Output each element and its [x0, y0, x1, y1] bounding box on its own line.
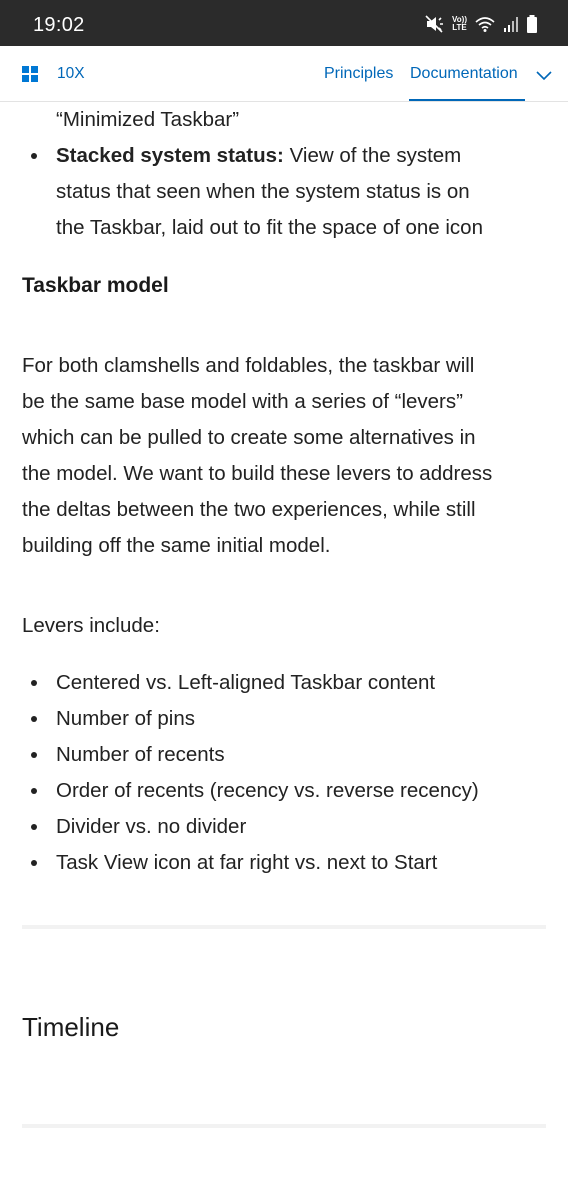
volte-icon	[452, 16, 467, 32]
stacked-status-line3: the Taskbar, laid out to fit the space of one icon	[56, 216, 483, 239]
stacked-status-item	[56, 138, 461, 174]
bullet-icon	[31, 716, 37, 722]
levers-intro: Levers include:	[22, 614, 160, 637]
volte-top-label: Vo))	[452, 15, 467, 24]
battery-icon	[526, 14, 538, 34]
stacked-status-line1: View of the system	[283, 144, 462, 167]
paragraph-line: building off the same initial model.	[22, 534, 331, 557]
taskbar-model-paragraph	[22, 348, 492, 564]
continued-text: “Minimized Taskbar”	[56, 108, 240, 131]
active-nav-indicator	[409, 99, 525, 101]
timeline-heading: Timeline	[22, 1012, 120, 1042]
lever-text: Number of recents	[56, 743, 225, 766]
signal-icon	[503, 15, 519, 33]
status-icons	[425, 13, 538, 35]
windows-logo-icon[interactable]	[22, 66, 38, 82]
lever-text: Centered vs. Left-aligned Taskbar content	[56, 671, 436, 694]
paragraph-line: the deltas between the two experiences, while still	[22, 498, 476, 521]
bullet-icon	[31, 824, 37, 830]
paragraph-line: which can be pulled to create some alternatives in	[22, 426, 476, 449]
status-time: 19:02	[33, 14, 85, 36]
paragraph-line: be the same base model with a series of “levers”	[22, 390, 463, 413]
lever-text: Divider vs. no divider	[56, 815, 247, 838]
taskbar-model-heading: Taskbar model	[22, 274, 169, 297]
nav-principles-link[interactable]: Principles	[324, 65, 394, 82]
lever-text: Task View icon at far right vs. next to Start	[56, 851, 438, 874]
bullet-icon	[31, 752, 37, 758]
bullet-icon	[31, 153, 37, 159]
status-bar	[0, 0, 568, 46]
app-header	[0, 46, 568, 102]
bullet-icon	[31, 860, 37, 866]
section-divider	[22, 1124, 546, 1128]
wifi-icon	[474, 15, 496, 33]
lever-text: Order of recents (recency vs. reverse recency)	[56, 779, 479, 802]
mute-icon	[425, 15, 445, 33]
paragraph-line: the model. We want to build these levers to address	[22, 462, 493, 485]
section-divider	[22, 925, 546, 929]
bullet-icon	[31, 680, 37, 686]
volte-bottom-label: LTE	[452, 23, 467, 32]
lever-text: Number of pins	[56, 707, 196, 730]
bullet-icon	[31, 788, 37, 794]
stacked-status-label: Stacked system status:	[56, 144, 284, 167]
app-name-link[interactable]: 10X	[57, 65, 85, 82]
chevron-down-icon[interactable]	[536, 68, 552, 86]
nav-documentation-link[interactable]: Documentation	[410, 65, 518, 82]
paragraph-line: For both clamshells and foldables, the taskbar will	[22, 354, 475, 377]
stacked-status-line2: status that seen when the system status is on	[56, 180, 470, 203]
